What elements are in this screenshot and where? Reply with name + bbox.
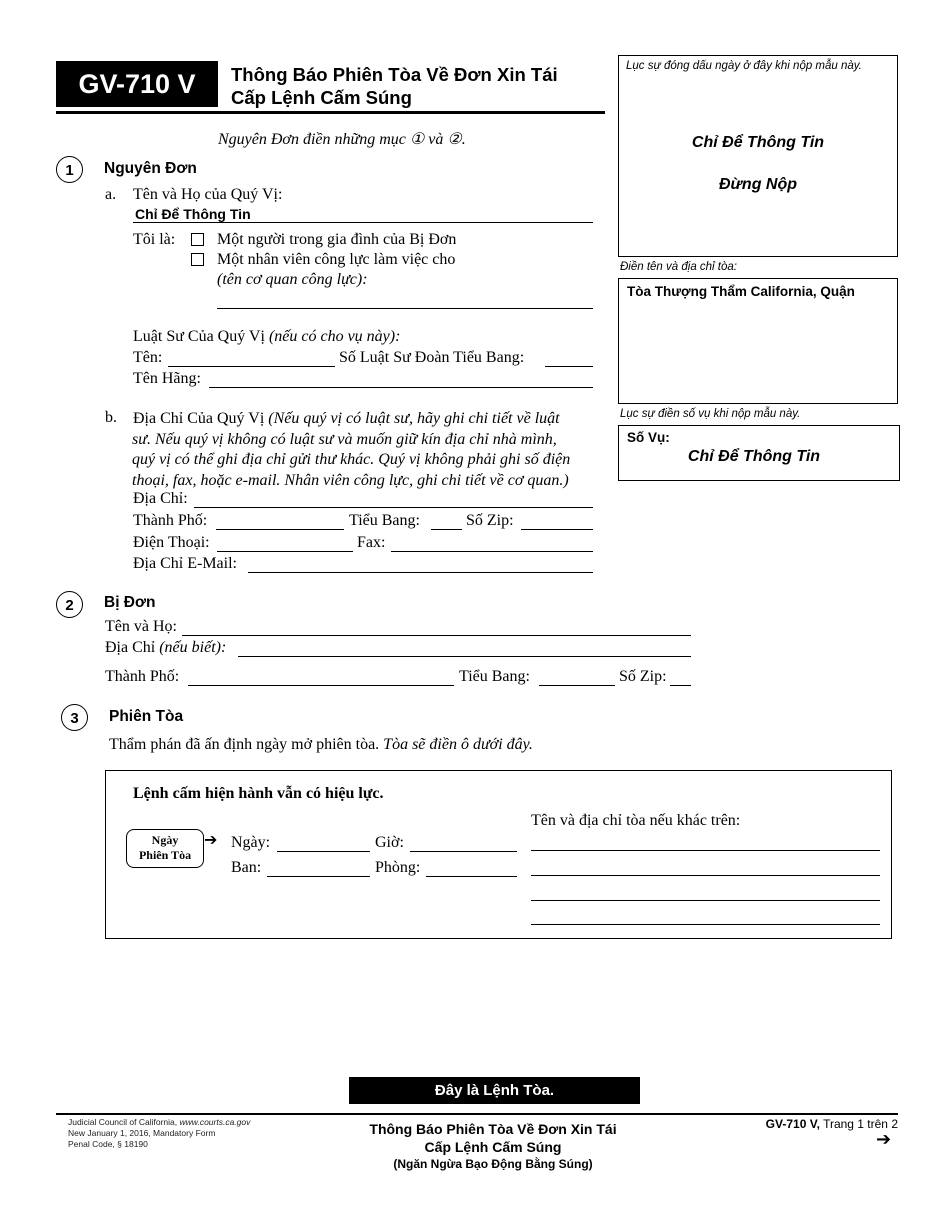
zip-line[interactable]	[521, 529, 593, 530]
address-heading	[133, 409, 603, 491]
footer-center-line1: Thông Báo Phiên Tòa Về Đơn Xin Tái	[369, 1121, 617, 1137]
footer-council: Judicial Council of California,	[68, 1117, 178, 1127]
footer-center-line3: (Ngăn Ngừa Bạo Động Bằng Súng)	[393, 1157, 593, 1171]
fax-label: Fax:	[357, 534, 386, 551]
phone-line[interactable]	[217, 551, 353, 552]
address-title: Địa Chỉ Của Quý Vị	[133, 410, 265, 427]
case-number-note: Lục sự điền số vụ khi nộp mẫu này.	[620, 408, 801, 420]
section3-title: Phiên Tòa	[109, 708, 184, 725]
section-number-1: 1	[56, 156, 83, 183]
hearing-set-main: Thẩm phán đã ấn định ngày mở phiên tòa.	[109, 736, 380, 753]
other-court-line2[interactable]	[531, 875, 880, 876]
court-name: Tòa Thượng Thẩm California, Quận	[627, 284, 855, 299]
lawyer-title: Luật Sư Của Quý Vị	[133, 328, 265, 345]
footer-left-line1	[68, 1117, 250, 1128]
section1-title: Nguyên Đơn	[104, 160, 197, 177]
time-label: Giờ:	[375, 834, 404, 851]
form-code-badge: GV-710 V	[56, 61, 218, 107]
date-line[interactable]	[277, 851, 370, 852]
hearing-badge-line2: Phiên Tòa	[138, 848, 192, 862]
respondent-state-line[interactable]	[539, 685, 615, 686]
footer-center-title	[330, 1120, 656, 1172]
info-only-text: Chỉ Để Thông Tin	[691, 134, 825, 151]
lawyer-name-label: Tên:	[133, 349, 163, 366]
footer-rule	[56, 1113, 898, 1115]
other-court-line1[interactable]	[531, 850, 880, 851]
respondent-zip-line[interactable]	[670, 685, 691, 686]
court-name-box[interactable]	[618, 278, 898, 404]
section-number-3: 3	[61, 704, 88, 731]
email-label: Địa Chỉ E-Mail:	[133, 555, 237, 572]
footer-center-line2: Cấp Lệnh Cấm Súng	[424, 1139, 562, 1155]
case-number-box[interactable]	[618, 425, 900, 481]
respondent-city-line[interactable]	[188, 685, 454, 686]
time-line[interactable]	[410, 851, 517, 852]
respondent-name-label: Tên và Họ:	[105, 618, 177, 635]
respondent-address-hint: (nếu biết):	[159, 639, 227, 656]
header-rule	[56, 111, 605, 114]
agency-name-hint: (tên cơ quan công lực):	[217, 271, 368, 288]
bar-number-line[interactable]	[545, 366, 593, 367]
phone-label: Điện Thoại:	[133, 534, 210, 551]
footer-page-number: Trang 1 trên 2	[823, 1117, 898, 1131]
clerk-stamp-note: Lục sự đóng dấu ngày ở đây khi nộp mẫu này.	[626, 60, 862, 72]
item-a-label: a.	[105, 186, 117, 203]
next-page-arrow-icon: ➔	[876, 1129, 892, 1150]
email-line[interactable]	[248, 572, 593, 573]
state-label: Tiểu Bang:	[349, 512, 420, 529]
arrow-right-icon: ➔	[204, 830, 218, 849]
dept-label: Ban:	[231, 859, 262, 876]
family-member-option: Một người trong gia đình của Bị Đơn	[217, 231, 457, 248]
law-enforcement-checkbox[interactable]	[191, 253, 204, 266]
footer-url: www.courts.ca.gov	[179, 1117, 251, 1127]
clerk-stamp-box	[618, 55, 898, 257]
other-court-label: Tên và địa chỉ tòa nếu khác trên:	[531, 812, 741, 829]
case-number-value: Chỉ Để Thông Tin	[687, 448, 821, 465]
lawyer-hint: (nếu có cho vụ này):	[268, 328, 401, 345]
petitioner-name-line	[133, 222, 593, 223]
hearing-box	[105, 770, 892, 939]
address-hint-line1	[133, 409, 603, 430]
item-b-label: b.	[105, 409, 117, 426]
state-line[interactable]	[431, 529, 462, 530]
footer-left-line3: Penal Code, § 18190	[68, 1139, 148, 1149]
respondent-address-text: Địa Chỉ	[105, 639, 156, 656]
firm-name-label: Tên Hãng:	[133, 370, 201, 387]
footer-page-info	[700, 1117, 898, 1131]
dept-line[interactable]	[267, 876, 370, 877]
form-title	[231, 63, 558, 109]
hearing-set-text	[109, 736, 533, 754]
hearing-date-badge	[126, 829, 204, 868]
room-label: Phòng:	[375, 859, 421, 876]
form-title-line2: Cấp Lệnh Cấm Súng	[231, 87, 412, 108]
address-hint-line3: quý vị có thể ghi địa chỉ gửi thư khác. Quý vị không phải ghi số điện	[132, 451, 571, 468]
address-hint1: (Nếu quý vị có luật sư, hãy ghi chi tiết về luật	[268, 410, 560, 427]
room-line[interactable]	[426, 876, 517, 877]
address-hint-line2: sư. Nếu quý vị không có luật sư và muốn giữ kín địa chỉ nhà mình,	[132, 430, 557, 448]
firm-name-line[interactable]	[209, 387, 593, 388]
court-order-banner: Đây là Lệnh Tòa.	[349, 1077, 640, 1104]
date-label: Ngày:	[231, 834, 271, 851]
address-hint-line4: thoại, fax, hoặc e-mail. Nhân viên công lực, ghi chi tiết về cơ quan.)	[132, 471, 569, 489]
case-number-label: Số Vụ:	[627, 430, 670, 445]
footer-form-code: GV-710 V,	[765, 1117, 820, 1131]
form-title-line1: Thông Báo Phiên Tòa Về Đơn Xin Tái	[231, 64, 558, 85]
court-label: Điền tên và địa chỉ tòa:	[620, 261, 737, 273]
agency-name-line[interactable]	[217, 308, 593, 309]
law-enforcement-option: Một nhân viên công lực làm việc cho	[217, 251, 456, 268]
instruction-text: Nguyên Đơn điền những mục ① và ②.	[218, 131, 466, 148]
family-member-checkbox[interactable]	[191, 233, 204, 246]
petitioner-name-value[interactable]: Chỉ Để Thông Tin	[135, 206, 251, 222]
city-line[interactable]	[216, 529, 344, 530]
address-label: Địa Chỉ:	[133, 490, 188, 507]
bar-number-label: Số Luật Sư Đoàn Tiểu Bang:	[339, 349, 525, 366]
respondent-address-line[interactable]	[238, 656, 691, 657]
other-court-line4[interactable]	[531, 924, 880, 925]
respondent-state-label: Tiểu Bang:	[459, 668, 530, 685]
fax-line[interactable]	[391, 551, 593, 552]
zip-label: Số Zip:	[466, 512, 514, 529]
footer-left-line2: New January 1, 2016, Mandatory Form	[68, 1128, 216, 1138]
order-in-effect-text: Lệnh cấm hiện hành vẫn có hiệu lực.	[133, 785, 384, 802]
address-line[interactable]	[194, 507, 593, 508]
lawyer-name-line[interactable]	[168, 366, 335, 367]
hearing-set-italic: Tòa sẽ điền ô dưới đây.	[383, 736, 533, 753]
respondent-name-line[interactable]	[182, 635, 691, 636]
section-number-2: 2	[56, 591, 83, 618]
i-am-label: Tôi là:	[133, 231, 176, 248]
city-label: Thành Phố:	[133, 512, 208, 529]
respondent-address-label	[105, 639, 226, 657]
hearing-badge-line1: Ngày	[151, 833, 179, 847]
respondent-city-label: Thành Phố:	[105, 668, 180, 685]
do-not-file-text: Đừng Nộp	[718, 176, 798, 193]
section2-title: Bị Đơn	[104, 594, 156, 611]
respondent-zip-label: Số Zip:	[619, 668, 667, 685]
petitioner-name-label: Tên và Họ của Quý Vị:	[133, 186, 283, 203]
footer-left-text	[68, 1117, 250, 1150]
lawyer-heading	[133, 328, 400, 346]
other-court-line3[interactable]	[531, 900, 880, 901]
